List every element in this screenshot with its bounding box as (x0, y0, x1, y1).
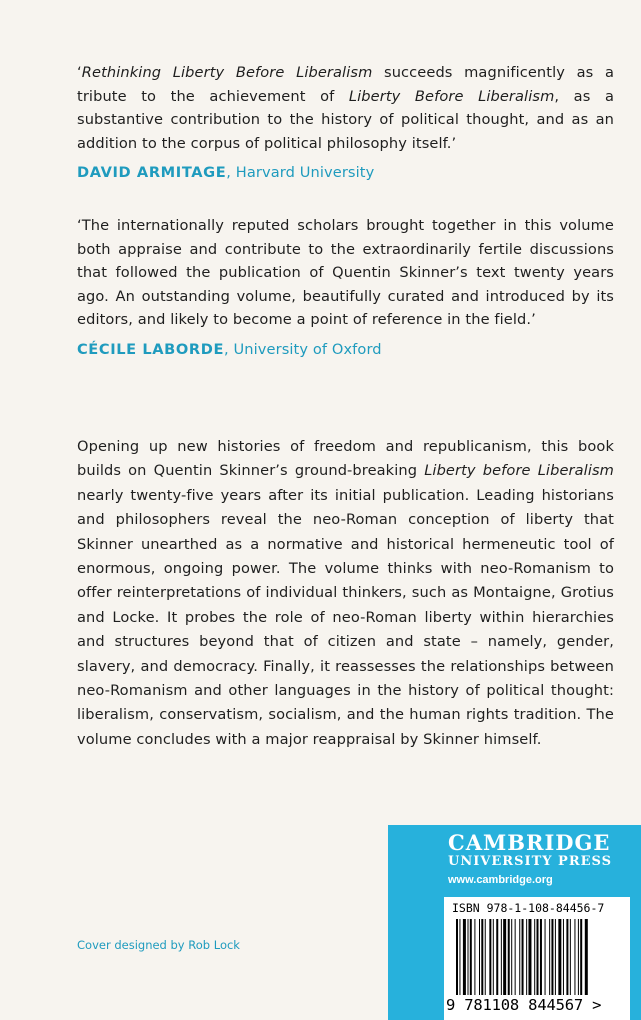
barcode-bar (468, 919, 469, 995)
barcode-bar (537, 919, 539, 995)
quote-attribution (77, 161, 614, 185)
quote-text: ‘The internationally reputed scholars brought together in this volume both appraise and contribute to the extraordinarily fertile discussions that followed the publication of Quentin Skinner’s text twenty years ago. An outstanding volume, beautifully curated and introduced by its editors, and likely to become a point of reference in the field.’ (77, 217, 614, 328)
cover-credit: Cover designed by Rob Lock (77, 938, 240, 952)
barcode-bar (545, 919, 546, 995)
book-description (77, 435, 614, 752)
quote-affiliation: , University of Oxford (224, 340, 382, 358)
publisher-url: www.cambridge.org (448, 874, 553, 886)
barcode-bar (549, 919, 550, 995)
barcode-bar (574, 919, 575, 995)
barcode-bar (578, 919, 579, 995)
barcode-bar (456, 919, 458, 995)
barcode-bar (508, 919, 510, 995)
quote-open-mark: ‘ (77, 64, 82, 81)
barcode-bar (511, 919, 512, 995)
barcode (444, 897, 630, 1020)
barcode-bar (558, 919, 561, 995)
barcode-bar (528, 919, 531, 995)
publisher-name: CAMBRIDGE (448, 830, 611, 855)
barcode-bar (493, 919, 494, 995)
barcode-bar (526, 919, 527, 995)
book-title: Rethinking Liberty Before Liberalism (81, 64, 373, 81)
barcode-bar (566, 919, 568, 995)
quote-text: succeeds magnificently as a tribute to the achievement of (77, 64, 614, 105)
barcode-bar (580, 919, 582, 995)
publisher-press: UNIVERSITY PRESS (448, 854, 613, 869)
quote-affiliation: , Harvard University (226, 164, 375, 181)
barcode-bar (496, 919, 498, 995)
barcode-bars (452, 919, 624, 995)
barcode-bar (503, 919, 506, 995)
barcode-bar (479, 919, 480, 995)
barcode-bar (519, 919, 520, 995)
book-title: Liberty Before Liberalism (348, 87, 555, 105)
barcode-bar (485, 919, 486, 995)
isbn-label: ISBN 978-1-108-84456-7 (452, 901, 605, 915)
barcode-bar (585, 919, 588, 995)
description-text: Opening up new histories of freedom and republicanism, this book builds on Quentin Skinner’s ground-breaking (77, 438, 614, 480)
barcode-bar (470, 919, 472, 995)
quote-author: CÉCILE LABORDE (77, 340, 225, 358)
barcode-bar (522, 919, 524, 995)
quote-armitage (77, 61, 614, 185)
barcode-bar (489, 919, 491, 995)
barcode-bar (459, 919, 460, 995)
barcode-bar (501, 919, 502, 995)
barcode-bar (515, 919, 516, 995)
barcode-bar (540, 919, 542, 995)
barcode-digits: 9 781108 844567 > (446, 996, 602, 1014)
book-title: Liberty before Liberalism (424, 462, 614, 480)
quote-laborde (77, 214, 614, 361)
description-text: nearly twenty-five years after its initial publication. Leading historians and philosophers reveal the neo-Roman conception of liberty that Skinner unearthed as a normative and historical hermeneutic tool of enormous, ongoing power. The volume thinks with neo-Romanism to offer reinterpretations of individual thinkers, such as Montaigne, Grotius and Locke. It probes the role of neo-Roman liberty within hierarchies and structures beyond that of citizen and state – namely, gender, slavery, and democracy. Finally, it reassesses the relationships between neo-Romanism and other languages in the history of political thought: liberalism, conservatism, socialism, and the human rights tradition. The volume concludes with a major reappraisal by Skinner himself. (77, 486, 614, 748)
barcode-bar (555, 919, 556, 995)
barcode-bar (481, 919, 483, 995)
barcode-bar (551, 919, 553, 995)
publisher-panel (388, 825, 641, 1020)
barcode-bar (563, 919, 564, 995)
barcode-bar (463, 919, 466, 995)
quote-text: , as a substantive contribution to the history of political thought, and as an addition to the corpus of political philosophy itself.’ (77, 87, 614, 152)
quote-author: DAVID ARMITAGE (77, 164, 227, 181)
barcode-bar (570, 919, 571, 995)
quote-attribution (77, 338, 614, 362)
barcode-bar (474, 919, 475, 995)
barcode-bar (534, 919, 535, 995)
